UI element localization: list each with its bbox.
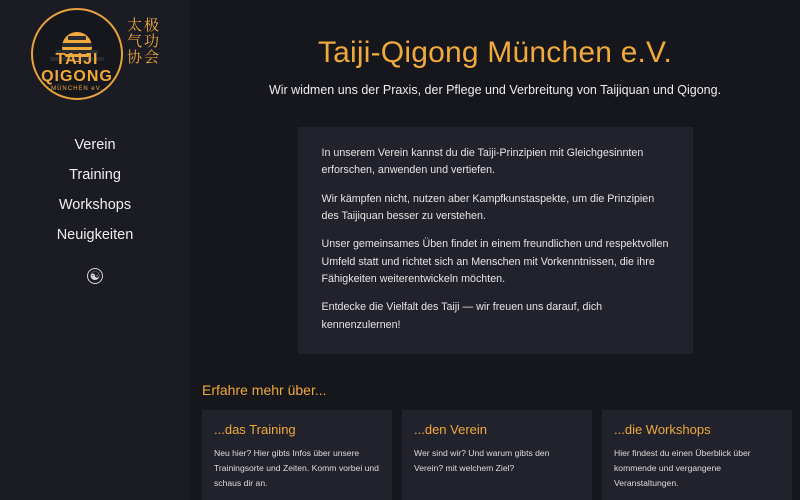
card-verein[interactable] (402, 410, 592, 500)
logo-wordmark (33, 52, 121, 92)
card-workshops[interactable] (602, 410, 792, 500)
cjk-char-4: 功 (144, 32, 160, 50)
card-verein-title: ...den Verein (414, 421, 487, 437)
cjk-char-1: 太 (126, 17, 142, 34)
sidebar-item-verein[interactable]: Verein (74, 137, 116, 153)
intro-paragraph-1: In unserem Verein kannst du die Taiji-Prinzipien mit Gleichgesinnten erforschen, anwenden und vertiefen. (321, 147, 644, 177)
card-verein-text: Wer sind wir? Und warum gibts den Verein? mit welchem Ziel? (414, 447, 550, 473)
card-training[interactable] (202, 410, 392, 500)
sidebar (0, 0, 190, 500)
cjk-char-5: 协 (126, 48, 142, 66)
logo-line-3: MÜNCHEN eV. (51, 85, 103, 92)
intro-paragraph-2: Wir kämpfen nicht, nutzen aber Kampfkunstaspekte, um die Prinzipien des Taijiquan besser zu verstehen. (321, 192, 655, 222)
intro-panel (298, 127, 693, 354)
logo-cjk-characters (127, 8, 159, 65)
logo-emblem-icon (31, 8, 123, 100)
main-content (190, 0, 800, 500)
page-title: Taiji-Qigong München e.V. (317, 36, 673, 69)
sidebar-item-workshops[interactable]: Workshops (58, 197, 132, 213)
cjk-char-2: 极 (144, 17, 160, 34)
sidebar-item-training[interactable]: Training (69, 167, 121, 183)
sidebar-item-neuigkeiten[interactable]: Neuigkeiten (56, 227, 134, 243)
cjk-char-3: 气 (126, 32, 142, 50)
card-training-title: ...das Training (214, 421, 296, 437)
sidebar-nav (0, 130, 190, 250)
card-workshops-text: Hier findest du einen Überblick über kommende und vergangene Veranstaltungen. (614, 447, 751, 488)
card-training-text: Neu hier? Hier gibts Infos über unsere Trainingsorte und Zeiten. Komm vorbei und schaus dir an. (214, 447, 379, 488)
page-subtitle: Wir widmen uns der Praxis, der Pflege und Verbreitung von Taijiquan und Qigong. (268, 83, 722, 97)
site-logo[interactable] (31, 8, 159, 100)
more-section-heading: Erfahre mehr über... (202, 381, 327, 398)
intro-paragraph-3: Unser gemeinsames Üben findet in einem freundlichen und respektvollen Umfeld statt und richtet sich an Menschen mit Vorkenntnissen, die ihre Fähigkeiten weiterentwickeln möchten. (321, 238, 669, 285)
cjk-char-6: 会 (144, 48, 160, 66)
logo-line-1: TAIJI (55, 51, 99, 69)
intro-paragraph-4: Entdecke die Vielfalt des Taiji — wir freuen uns darauf, dich kennenzulernen! (321, 301, 603, 331)
more-cards (202, 410, 800, 500)
taiji-symbol-icon[interactable]: ☯ (87, 268, 103, 284)
logo-line-2: QIGONG (41, 67, 113, 85)
card-workshops-title: ...die Workshops (614, 421, 711, 437)
